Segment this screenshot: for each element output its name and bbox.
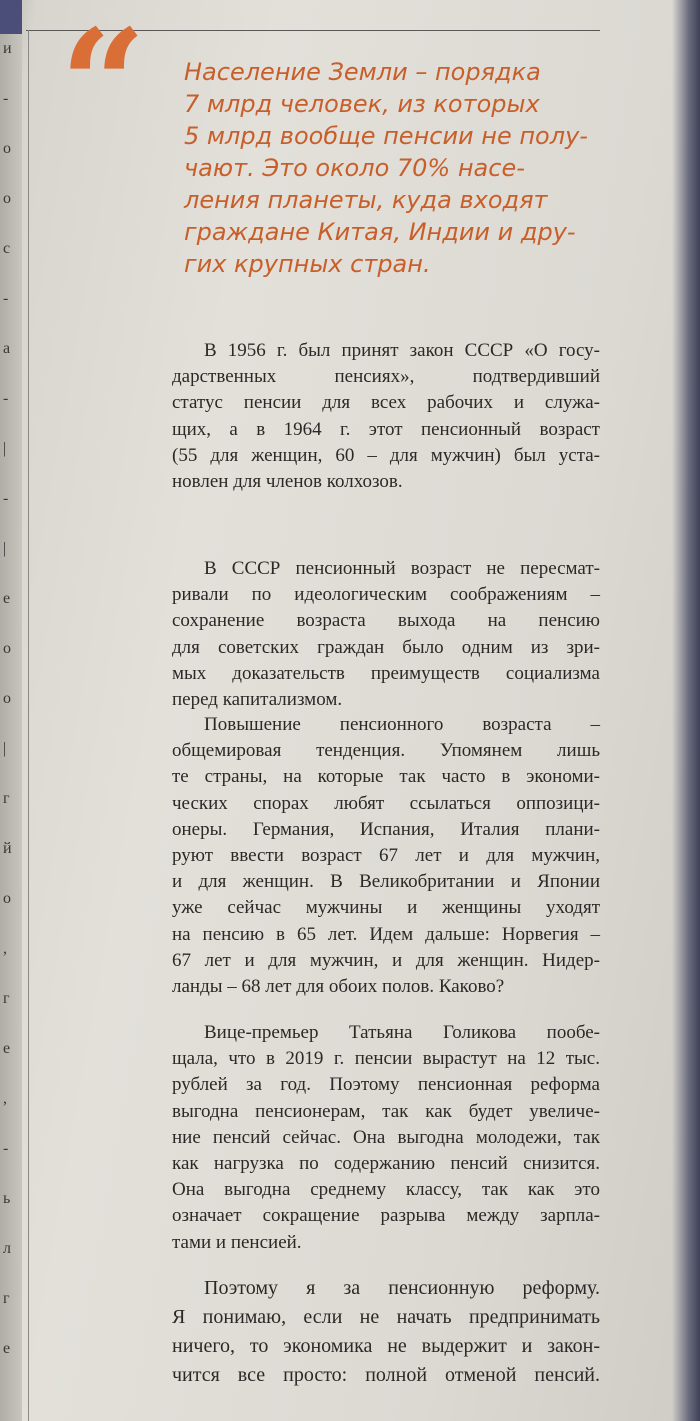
margin-fragment: ь [3,1190,11,1207]
text-line: перед капитализмом. [172,689,343,711]
text-line: ривали по идеологическим соображениям – [172,584,600,606]
margin-fragment: о [3,640,11,657]
text-line: тами и пенсией. [172,1231,302,1253]
pull-quote-line: 5 млрд вообще пенсии не полу- [184,122,588,150]
margin-fragment: г [3,1290,10,1307]
margin-fragment: о [3,690,11,707]
margin-fragment: е [3,590,11,607]
margin-fragment: | [3,740,7,757]
margin-fragment: - [3,290,9,307]
margin-fragment: | [3,540,7,557]
text-line: дарственных пенсиях», подтвердивший [172,366,600,388]
margin-fragment: а [3,340,11,357]
pull-quote-line: ления планеты, куда входят [184,186,548,214]
margin-fragment: - [3,90,9,107]
margin-fragment: | [3,440,7,457]
margin-fragment: е [3,1040,11,1057]
text-line: сохранение возраста выхода на пенсию [172,610,600,632]
margin-fragment: л [3,1240,11,1257]
text-line: Поэтому я за пенсионную реформу. [204,1277,600,1299]
text-line: новлен для членов колхозов. [172,471,403,493]
pull-quote-line: чают. Это около 70% насе- [184,154,525,182]
margin-fragment: г [3,990,10,1007]
text-line: 67 лет и для мужчин, и для женщин. Нидер- [172,949,600,971]
text-line: руют ввести возраст 67 лет и для мужчин, [172,845,600,867]
margin-fragment: , [3,940,7,957]
text-line: на пенсию в 65 лет. Идем дальше: Норвегия – [172,923,600,945]
text-line: Повышение пенсионного возраста – [204,714,600,735]
text-line: Вице-премьер Татьяна Голикова пообе- [204,1022,600,1043]
text-line: Я понимаю, если не начать предпринимать [172,1306,600,1328]
margin-fragment: г [3,790,10,807]
text-line: уже сейчас мужчины и женщины уходят [172,897,600,919]
pull-quote [184,56,604,280]
margin-fragment: е [3,1340,11,1357]
text-line: означает сокращение разрыва между зарпла- [172,1205,600,1227]
paragraph-1956-law [172,338,600,495]
text-line: ланды – 68 лет для обоих полов. Каково? [172,976,505,998]
text-line: для советских граждан было одним из зри- [172,636,600,658]
margin-fragment: , [3,1090,7,1107]
text-line: щих, а в 1964 г. этот пенсионный возраст [172,418,600,440]
text-line: статус пенсии для всех рабочих и служа- [172,392,600,414]
margin-fragment: - [3,390,9,407]
margin-fragment: о [3,190,11,207]
pull-quote-line: Население Земли – порядка [184,58,541,86]
page-edge-shadow [672,0,700,1421]
pull-quote-line: гих крупных стран. [184,250,431,278]
text-line: щала, что в 2019 г. пенсии вырастут на 12 тыс. [172,1048,600,1070]
pull-quote-line: граждане Китая, Индии и дру- [184,218,576,246]
text-line: как нагрузка по содержанию пенсий снизится. [172,1153,600,1175]
margin-fragment: - [3,490,9,507]
text-line: онеры. Германия, Испания, Италия плани- [172,818,600,840]
text-line: В 1956 г. был принят закон СССР «О госу- [204,340,600,361]
text-line: мых доказательств преимуществ социализма [172,662,600,684]
text-line: общемировая тенденция. Упомянем лишь [172,740,600,762]
page-corner-shadow [0,0,22,34]
paragraph-ussr-age [172,556,600,713]
text-line: Она выгодна среднему классу, так как это [172,1179,600,1201]
text-line: и для женщин. В Великобритании и Японии [172,871,600,893]
paragraph-conclusion [172,1274,600,1390]
paragraph-golikova [172,1020,600,1256]
text-line: выгодна пенсионерам, так как будет увеличе- [172,1100,600,1122]
margin-fragment: - [3,1140,9,1157]
pull-quote-line: 7 млрд человек, из которых [184,90,540,118]
text-line: ческих спорах любят ссылаться оппозици- [172,792,600,814]
text-line: рублей за год. Поэтому пенсионная реформа [172,1074,600,1096]
text-line: те страны, на которые так часто в экономи- [172,766,600,788]
margin-fragment: о [3,140,11,157]
text-line: чится все просто: полной отменой пенсий. [172,1364,600,1386]
margin-fragment: о [3,890,11,907]
quote-mark-icon: “ [60,0,147,173]
margin-fragment: с [3,240,11,257]
margin-fragment: и [3,40,12,57]
text-line: ние пенсий сейчас. Она выгодна молодежи, так [172,1126,600,1148]
previous-column-edge [0,0,22,1421]
margin-fragment: й [3,840,12,857]
text-line: (55 для женщин, 60 – для мужчин) был уста- [172,444,600,466]
text-line: ничего, то экономика не выдержит и закон- [172,1335,600,1357]
column-divider [28,30,29,1421]
paragraph-world-trend [172,712,600,1000]
text-line: В СССР пенсионный возраст не пересмат- [204,558,600,579]
